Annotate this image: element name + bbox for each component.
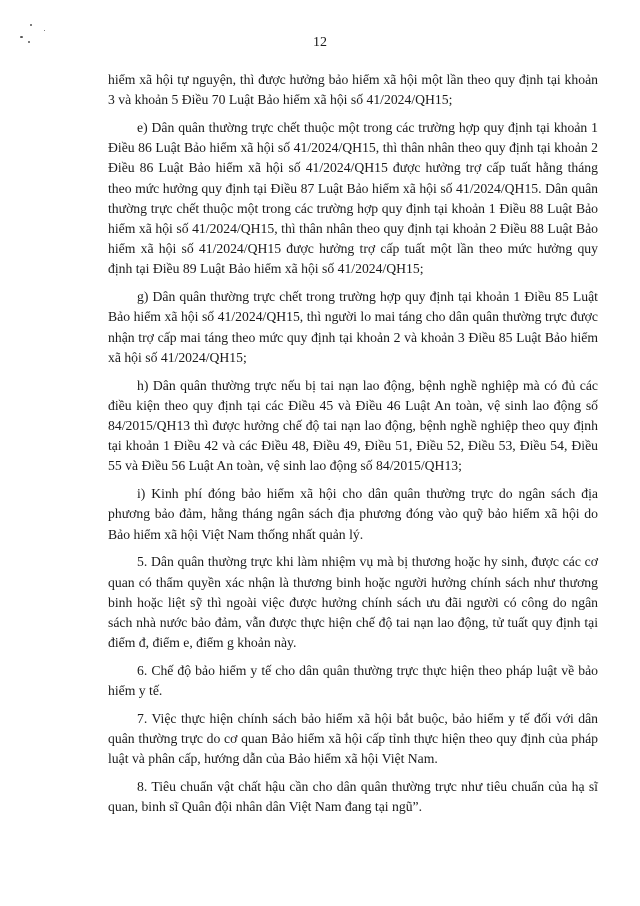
page-number: 12 [313,35,327,50]
paragraph-clause-6: 6. Chế độ bảo hiểm y tế cho dân quân thường trực thực hiện theo pháp luật về bảo hiểm y tế. [108,663,598,699]
paragraph-clause-5: 5. Dân quân thường trực khi làm nhiệm vụ mà bị thương hoặc hy sinh, được các cơ quan có thẩm quyền xác nhận là thương binh hoặc người hưởng chính sách như thương binh hoặc liệt sỹ thì ngoài việc được hưởng chính sách ưu đãi người có công do ngân sách nhà nước bảo đảm, vẫn được thực hiện chế độ tai nạn lao động, tử tuất quy định tại điểm đ, điểm e, điểm g khoản này. [108,554,598,651]
paragraph-point-i: i) Kinh phí đóng bảo hiểm xã hội cho dân quân thường trực do ngân sách địa phương bảo đảm, hằng tháng ngân sách địa phương đóng vào quỹ bảo hiểm xã hội do Bảo hiểm xã hội Việt Nam thống nhất quản lý. [108,486,598,542]
paragraph-continuation: hiểm xã hội tự nguyện, thì được hưởng bảo hiểm xã hội một lần theo quy định tại khoản 3 và khoản 5 Điều 70 Luật Bảo hiểm xã hội số 41/2024/QH15; [108,72,598,108]
paragraph-clause-8: 8. Tiêu chuẩn vật chất hậu cần cho dân quân thường trực như tiêu chuẩn của hạ sĩ quan, binh sĩ Quân đội nhân dân Việt Nam đang tại ngũ”. [108,779,598,815]
scan-speck [30,24,32,26]
paragraph-clause-7: 7. Việc thực hiện chính sách bảo hiểm xã hội bắt buộc, bảo hiểm y tế đối với dân quân thường trực do cơ quan Bảo hiểm xã hội cấp tỉnh thực hiện theo quy định của pháp luật và phân cấp, hướng dẫn của Bảo hiểm xã hội Việt Nam. [108,711,598,767]
paragraph-point-g: g) Dân quân thường trực chết trong trường hợp quy định tại khoản 1 Điều 85 Luật Bảo hiểm xã hội số 41/2024/QH15, thì người lo mai táng cho dân quân thường trực được nhận trợ cấp mai táng theo mức quy định tại khoản 2 và khoản 3 Điều 85 Luật Bảo hiểm xã hội số 41/2024/QH15; [108,289,598,365]
paragraph-point-e: e) Dân quân thường trực chết thuộc một trong các trường hợp quy định tại khoản 1 Điều 86 Luật Bảo hiểm xã hội số 41/2024/QH15, thì thân nhân theo quy định tại khoản 2 Điều 86 Luật Bảo hiểm xã hội số 41/2024/QH15 được hưởng trợ cấp tuất hằng tháng theo mức hưởng quy định tại Điều 87 Luật Bảo hiểm xã hội số 41/2024/QH15. Dân quân thường trực chết thuộc một trong các trường hợp quy định tại khoản 1 Điều 88 Luật Bảo hiểm xã hội số 41/2024/QH15, thì thân nhân theo quy định tại khoản 2 Điều 88 Luật Bảo hiểm xã hội số 41/2024/QH15 được hưởng trợ cấp tuất một lần theo mức hưởng quy định tại Điều 89 Luật Bảo hiểm xã hội số 41/2024/QH15; [108,120,598,277]
paragraph-point-h: h) Dân quân thường trực nếu bị tai nạn lao động, bệnh nghề nghiệp mà có đủ các điều kiện theo quy định tại các Điều 45 và Điều 46 Luật An toàn, vệ sinh lao động số 84/2015/QH13 thì được hưởng chế độ tai nạn lao động, bệnh nghề nghiệp theo quy định tại khoản 1 Điều 42 và các Điều 48, Điều 49, Điều 51, Điều 52, Điều 53, Điều 54, Điều 55 và Điều 56 Luật An toàn, vệ sinh lao động số 84/2015/QH13; [108,377,598,474]
document-body [108,70,598,825]
scan-speck [44,30,45,31]
